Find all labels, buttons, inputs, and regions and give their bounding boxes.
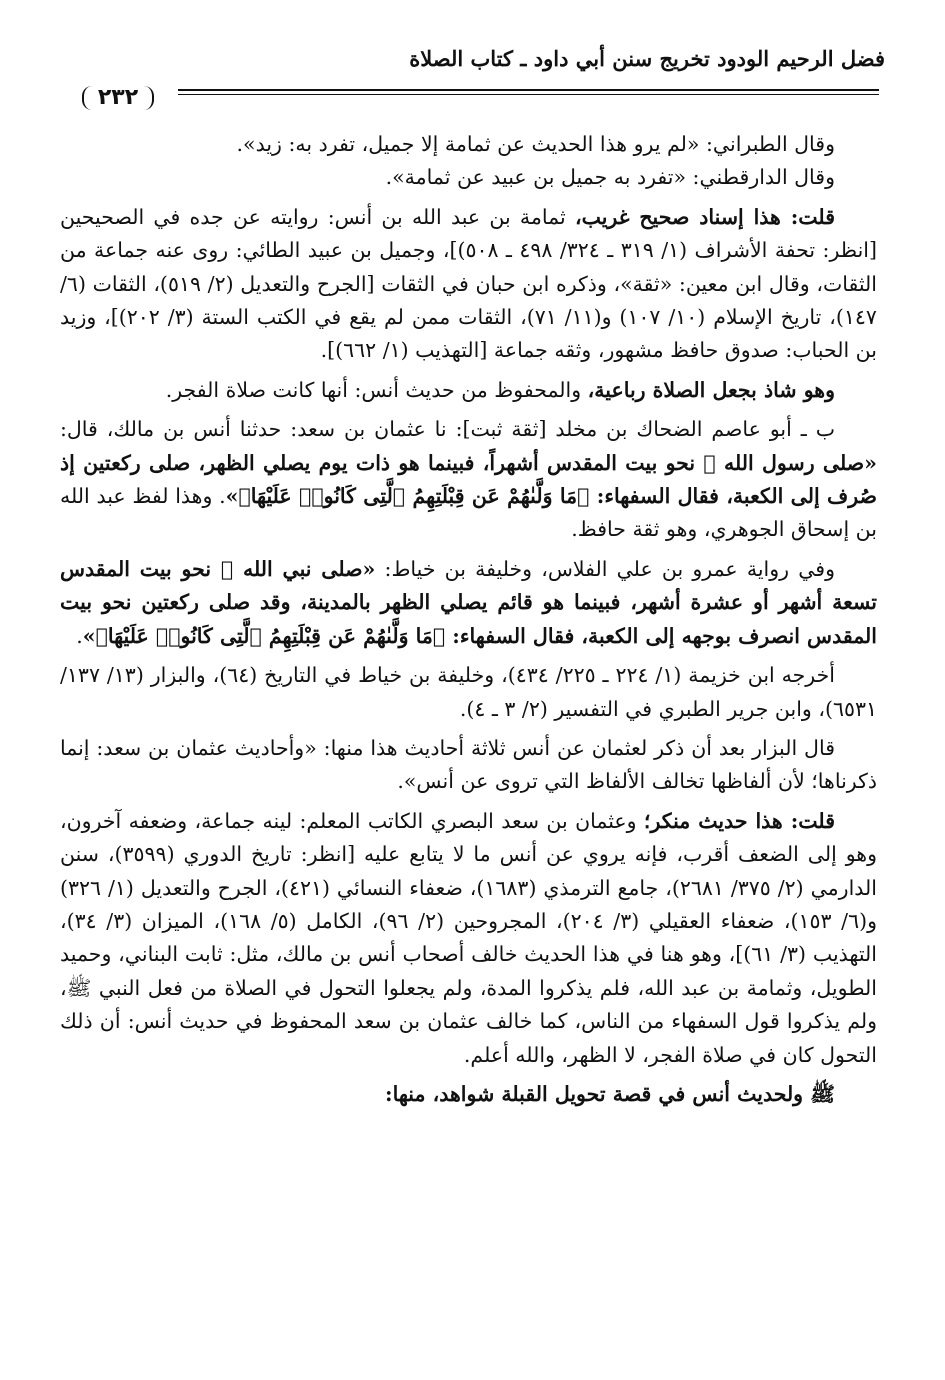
text-run: . وهذا لفظ عبد الله بن إسحاق الجوهري، وهو ثقة حافظ.	[60, 484, 877, 542]
paragraph	[60, 374, 877, 407]
paragraph	[60, 805, 877, 1072]
text-run: وقال الدارقطني: «تفرد به جميل بن عبيد عن ثمامة».	[385, 165, 835, 190]
bold-run: «صلى رسول الله ﷺ نحو بيت المقدس أشهراً، فبينما هو ذات يوم يصلي الظهر، صلى ركعتين إذ صُرف إلى الكعبة، فقال السفهاء: ﴿مَا وَلَّىٰهُمْ عَن قِبْلَتِهِمُ ٱلَّتِى كَانُوا۟ عَلَيْهَا﴾»	[60, 450, 877, 509]
body-text	[60, 128, 877, 1111]
running-title: فضل الرحيم الودود تخريج سنن أبي داود ـ كتاب الصلاة	[409, 46, 885, 71]
paragraph	[60, 553, 877, 653]
paragraph	[60, 128, 877, 161]
text-run: ب ـ أبو عاصم الضحاك بن مخلد [ثقة ثبت]: نا عثمان بن سعد: حدثنا أنس بن مالك، قال:	[60, 417, 835, 442]
text-run: وفي رواية عمرو بن علي الفلاس، وخليفة بن خياط:	[375, 556, 835, 581]
page-number-badge	[58, 86, 178, 110]
paragraph	[60, 732, 877, 799]
bold-run: قلت: هذا حديث منكر؛	[643, 808, 836, 833]
text-run: أخرجه ابن خزيمة (١/ ٢٢٤ ـ ٢٢٥/ ٤٣٤)، وخليفة بن خياط في التاريخ (٦٤)، والبزار (١٣/ ١٣٧/ ٦٥٣١)، وابن جرير الطبري في التفسير (٢/ ٣ ـ ٤).	[60, 663, 877, 721]
header-rule-line	[58, 94, 879, 95]
page-number: ٢٣٢	[82, 86, 154, 110]
bold-run: ﷺ ولحديث أنس في قصة تحويل القبلة شواهد، منها:	[385, 1081, 835, 1106]
text-run: ثمامة بن عبد الله بن أنس: روايته عن جده في الصحيحين [انظر: تحفة الأشراف (١/ ٣١٩ ـ ٣٢٤/ ٤٩٨ ـ ٥٠٨)]، وجميل بن عبيد الطائي: روى عنه جماعة من الثقات، وقال ابن معين: «ثقة»، وذكره ابن حبان في الثقات [الجرح والتعديل (٢/ ٥١٩)، الثقات (٦/ ١٤٧)، تاريخ الإسلام (١٠/ ١٠٧) و(١١/ ٧١)، الثقات ممن لم يقع في الكتب الستة (٣/ ٢٠٢)]، وزيد بن الحباب: صدوق حافظ مشهور، وثقه جماعة [التهذيب (١/ ٦٦٢)].	[60, 204, 877, 363]
bold-run: وهو شاذ بجعل الصلاة رباعية،	[587, 377, 835, 402]
header-rule-line	[58, 89, 879, 91]
paragraph	[60, 413, 877, 547]
text-run: قال البزار بعد أن ذكر لعثمان عن أنس ثلاثة أحاديث هذا منها: «وأحاديث عثمان بن سعد: إنما ذكرناها؛ لأن ألفاظها تخالف الألفاظ التي تروى عن أنس».	[60, 735, 877, 794]
text-run: وعثمان بن سعد البصري الكاتب المعلم: لينه جماعة، وضعفه آخرون، وهو إلى الضعف أقرب، فإنه يروي عن أنس ما لا يتابع عليه [انظر: تاريخ الدوري (٣٥٩٩)، سنن الدارمي (٢/ ٣٧٥/ ٢٦٨١)، جامع الترمذي (١٦٨٣)، ضعفاء النسائي (٤٢١)، الجرح والتعديل (١/ ٣٢٦) و(٦/ ١٥٣)، ضعفاء العقيلي (٣/ ٢٠٤)، المجروحين (٢/ ٩٦)، الكامل (٥/ ١٦٨)، الميزان (٣/ ٣٤)، التهذيب (٣/ ٦١)]، وهو هنا في هذا الحديث خالف أصحاب أنس بن مالك، مثل: ثابت البناني، وحميد الطويل، وثمامة بن عبد الله، فلم يذكروا المدة، ولم يجعلوا التحول في الصلاة من فعل النبي ﷺ، ولم يذكروا قول السفهاء من الناس، كما خالف عثمان بن سعد المحفوظ في حديث أنس: أن ذلك التحول كان في صلاة الفجر، لا الظهر، والله أعلم.	[60, 808, 878, 1067]
text-run: .	[76, 623, 83, 648]
text-run: والمحفوظ من حديث أنس: أنها كانت صلاة الفجر.	[165, 377, 588, 402]
paragraph	[60, 201, 877, 368]
paragraph	[60, 1078, 877, 1111]
paragraph	[60, 659, 877, 726]
bold-run: «صلى نبي الله ﷺ نحو بيت المقدس تسعة أشهر أو عشرة أشهر، فبينما هو قائم يصلي الظهر بالمدينة، وقد صلى ركعتين نحو بيت المقدس انصرف بوجهه إلى الكعبة، فقال السفهاء: ﴿مَا وَلَّىٰهُمْ عَن قِبْلَتِهِمُ ٱلَّتِى كَانُوا۟ عَلَيْهَا﴾»	[60, 556, 877, 648]
text-run: وقال الطبراني: «لم يرو هذا الحديث عن ثمامة إلا جميل، تفرد به: زيد».	[236, 132, 835, 156]
paragraph	[60, 161, 877, 194]
bold-run: قلت: هذا إسناد صحيح غريب،	[574, 204, 835, 229]
header-rule	[58, 86, 879, 108]
